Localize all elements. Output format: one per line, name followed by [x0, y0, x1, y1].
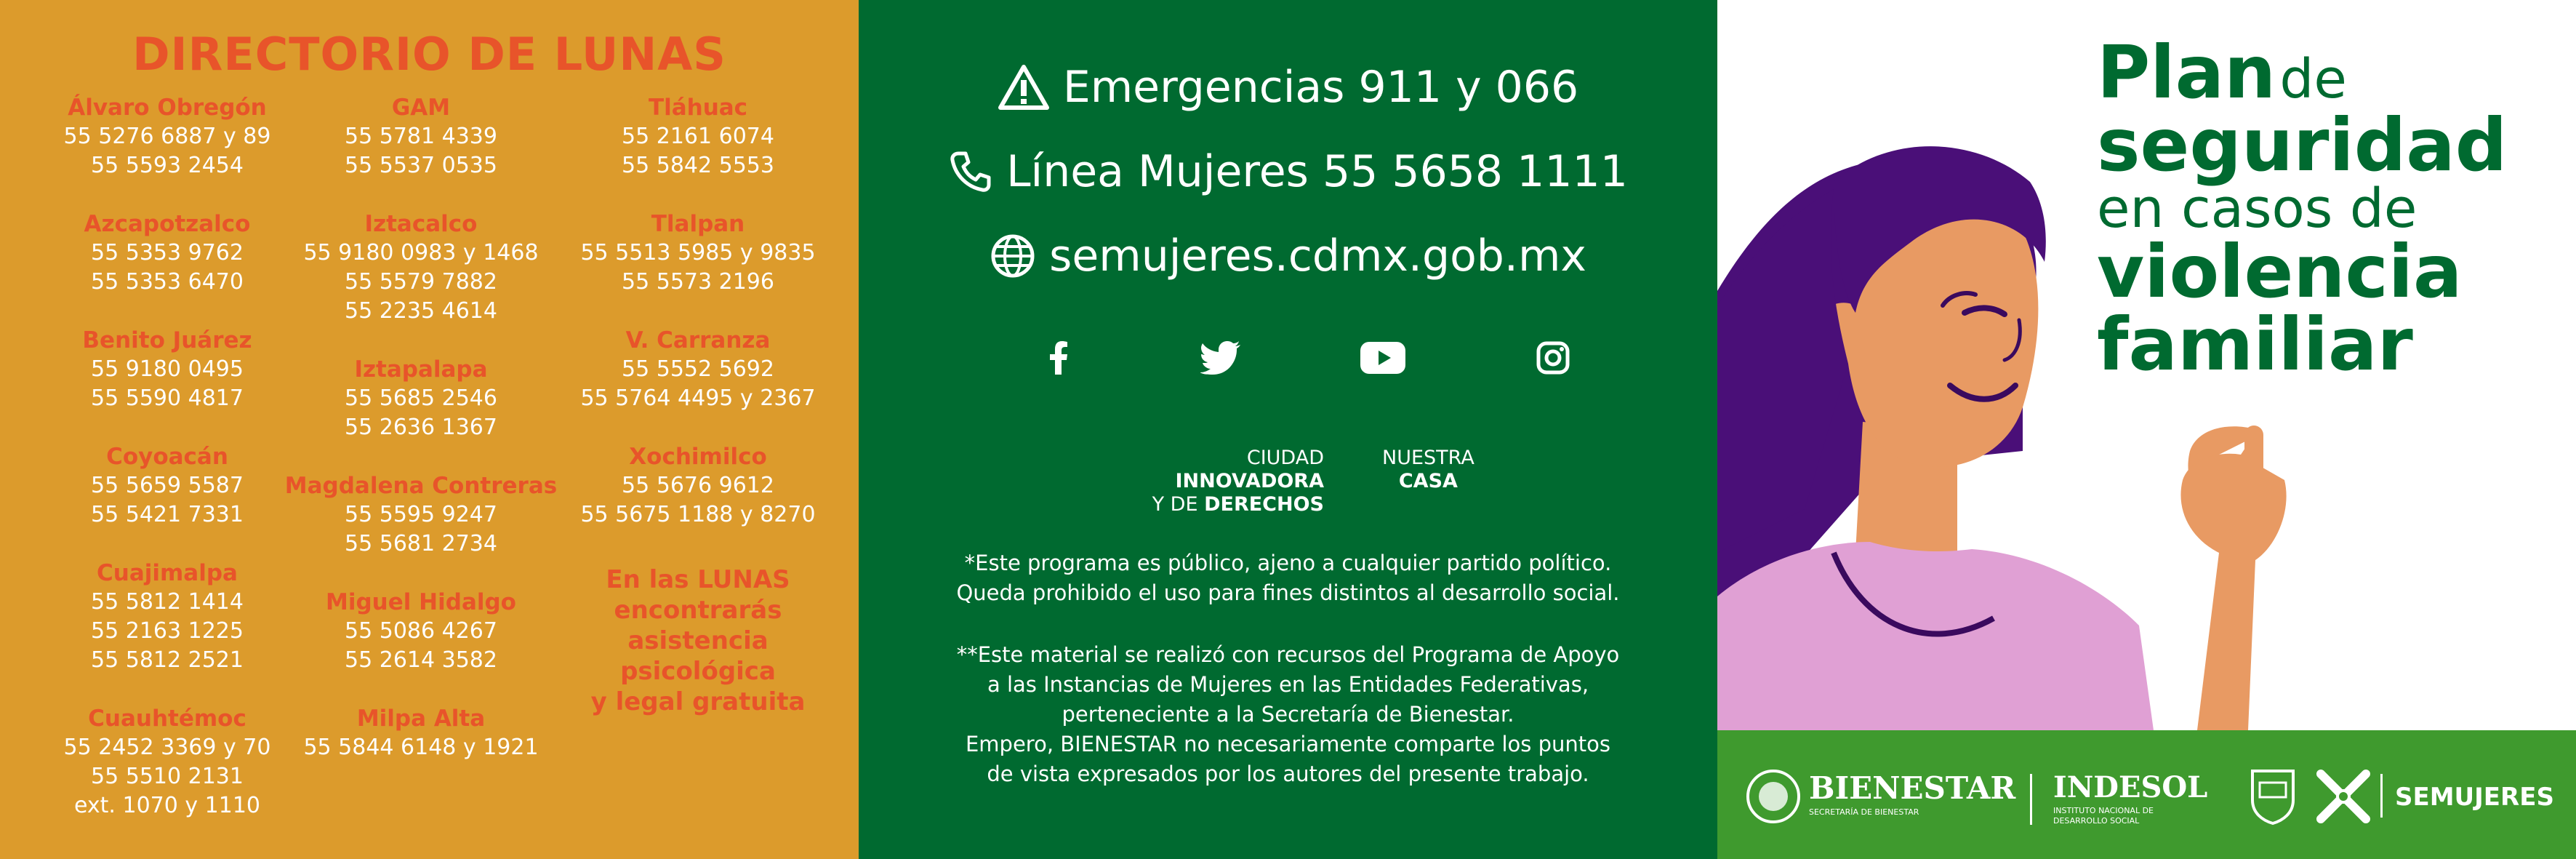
directory-entry: [22, 93, 313, 180]
phone-number: 55 5842 5553: [622, 153, 774, 178]
phone-number: 55 5685 2546: [345, 385, 497, 411]
disclaimer-line: **Este material se realizó con recursos del Programa de Apoyo: [956, 642, 1620, 667]
cdmx-innovadora-logo: CIUDAD INNOVADORA Y DE DERECHOS: [1152, 447, 1324, 516]
phone-number: 55 2636 1367: [345, 415, 497, 440]
lunas-note-line: psicológica: [620, 657, 776, 686]
borough-name: Tláhuac: [648, 95, 748, 121]
borough-name: Cuauhtémoc: [88, 706, 246, 732]
phone-number: 55 5513 5985 y 9835: [580, 240, 816, 265]
cdmx-shield-icon: [2250, 768, 2296, 825]
facebook-icon[interactable]: [1033, 336, 1084, 380]
phone-number: 55 5421 7331: [91, 502, 244, 527]
borough-name: Benito Juárez: [82, 327, 252, 353]
phone-number: 55 5595 9247: [345, 502, 497, 527]
phone-number: 55 2614 3582: [345, 647, 497, 673]
directory-entry: [553, 93, 843, 180]
phone-number: 55 5812 1414: [91, 589, 244, 615]
directory-entry: [22, 326, 313, 413]
directory-column-3: [553, 93, 843, 717]
semujeres-logo: SEMUJERES: [2395, 783, 2554, 812]
globe-icon: [990, 233, 1036, 279]
website[interactable]: [859, 227, 1717, 285]
lunas-note-line: En las LUNAS: [606, 565, 790, 594]
borough-name: V. Carranza: [625, 327, 771, 353]
borough-name: Coyoacán: [106, 444, 228, 470]
phone-number: ext. 1070 y 1110: [73, 793, 261, 818]
phone-number: 55 2163 1225: [91, 618, 244, 644]
borough-name: Magdalena Contreras: [284, 473, 558, 499]
phone-number: 55 5537 0535: [345, 153, 497, 178]
phone-number: 55 2452 3369 y 70: [63, 735, 271, 760]
sponsor-footer: [1717, 730, 2576, 859]
borough-name: Milpa Alta: [356, 706, 486, 732]
directory-column-2: [276, 93, 566, 791]
phone-icon: [948, 149, 993, 194]
indesol-subtitle-2: DESARROLLO SOCIAL: [2053, 816, 2140, 826]
phone-number: 55 5781 4339: [345, 124, 497, 149]
borough-name: Tlalpan: [651, 211, 745, 237]
indesol-logo: INDESOL: [2053, 770, 2208, 804]
directory-entry: [276, 471, 566, 559]
phone-number: 55 5510 2131: [91, 764, 244, 789]
directory-entry: [22, 209, 313, 297]
contact-panel: [859, 0, 1717, 859]
directory-entry: [276, 93, 566, 180]
directory-entry: [22, 704, 313, 820]
indesol-subtitle-1: INSTITUTO NACIONAL DE: [2053, 806, 2154, 815]
disclaimer-line: de vista expresados por los autores del presente trabajo.: [987, 762, 1589, 786]
directory-panel: [0, 0, 859, 859]
cover-panel: [1717, 0, 2576, 859]
phone-number: 55 9180 0983 y 1468: [303, 240, 539, 265]
borough-name: Xochimilco: [629, 444, 767, 470]
phone-number: 55 5579 7882: [345, 269, 497, 295]
borough-name: Cuajimalpa: [97, 560, 238, 586]
lunas-note-line: encontrarás: [614, 596, 782, 625]
phone-number: 55 5659 5587: [91, 473, 244, 498]
borough-name: Iztapalapa: [354, 356, 488, 383]
twitter-icon[interactable]: [1195, 336, 1246, 380]
phone-number: 55 2161 6074: [622, 124, 774, 149]
disclaimer-line: Queda prohibido el uso para fines distintos al desarrollo social.: [956, 580, 1620, 605]
warning-icon: [998, 64, 1050, 111]
mexico-seal-icon: [1745, 768, 1802, 825]
phone-number: 55 2235 4614: [345, 298, 497, 324]
lunas-note: [553, 564, 843, 717]
phone-number: 55 5086 4267: [345, 618, 497, 644]
phone-number: 55 5573 2196: [622, 269, 774, 295]
directory-entry: [276, 588, 566, 675]
borough-name: Iztacalco: [364, 211, 478, 237]
phone-number: 55 5812 2521: [91, 647, 244, 673]
phone-number: 55 9180 0495: [91, 356, 244, 382]
borough-name: Álvaro Obregón: [68, 95, 267, 121]
hotline: [859, 143, 1717, 201]
divider: [2380, 774, 2383, 818]
divider: [2030, 774, 2032, 825]
youtube-icon[interactable]: [1357, 336, 1408, 380]
disclaimer-line: *Este programa es público, ajeno a cualquier partido político.: [964, 551, 1612, 575]
disclaimer-line: Empero, BIENESTAR no necesariamente comparte los puntos: [965, 732, 1611, 756]
directory-entry: [276, 355, 566, 442]
phone-number: 55 5590 4817: [91, 385, 244, 411]
lunas-note-line: asistencia: [627, 626, 769, 655]
disclaimer-2: [946, 640, 1630, 789]
borough-name: GAM: [391, 95, 451, 121]
phone-number: 55 5593 2454: [91, 153, 244, 178]
phone-number: 55 5675 1188 y 8270: [580, 502, 816, 527]
borough-name: Miguel Hidalgo: [326, 589, 516, 615]
directory-entry: [22, 559, 313, 675]
emergency-text: Emergencias 911 y 066: [1062, 62, 1579, 113]
phone-number: 55 5276 6887 y 89: [63, 124, 271, 149]
disclaimer-1: [946, 548, 1630, 608]
directory-entry: [553, 442, 843, 530]
nuestra-casa-logo: NUESTRA CASA: [1382, 447, 1474, 492]
social-links: [859, 336, 1717, 380]
phone-number: 55 5676 9612: [622, 473, 774, 498]
cover-title: Plan de seguridad en casos de violencia familiar: [2097, 30, 2508, 387]
emergency-line: [859, 58, 1717, 116]
directory-entry: [553, 326, 843, 413]
phone-number: 55 5552 5692: [622, 356, 774, 382]
website-text: semujeres.cdmx.gob.mx: [1049, 231, 1586, 281]
directory-entry: [22, 442, 313, 530]
phone-number: 55 5353 6470: [91, 269, 244, 295]
directory-title: DIRECTORIO DE LUNAS: [132, 28, 726, 81]
semujeres-mark-icon: [2316, 770, 2370, 823]
phone-number: 55 5764 4495 y 2367: [580, 385, 816, 411]
disclaimer-line: perteneciente a la Secretaría de Bienestar.: [1062, 702, 1514, 727]
directory-column-1: [22, 93, 313, 850]
phone-number: 55 5681 2734: [345, 531, 497, 556]
bienestar-subtitle: SECRETARÍA DE BIENESTAR: [1809, 807, 1919, 817]
lunas-note-line: y legal gratuita: [590, 687, 806, 716]
disclaimer-line: a las Instancias de Mujeres en las Entidades Federativas,: [987, 672, 1589, 697]
directory-entry: [553, 209, 843, 297]
directory-entry: [276, 209, 566, 326]
phone-number: 55 5844 6148 y 1921: [303, 735, 539, 760]
hotline-text: Línea Mujeres 55 5658 1111: [1006, 146, 1628, 197]
instagram-icon[interactable]: [1528, 336, 1578, 380]
borough-name: Azcapotzalco: [84, 211, 251, 237]
bienestar-logo: BIENESTAR: [1809, 770, 2016, 806]
directory-entry: [276, 704, 566, 762]
phone-number: 55 5353 9762: [91, 240, 244, 265]
